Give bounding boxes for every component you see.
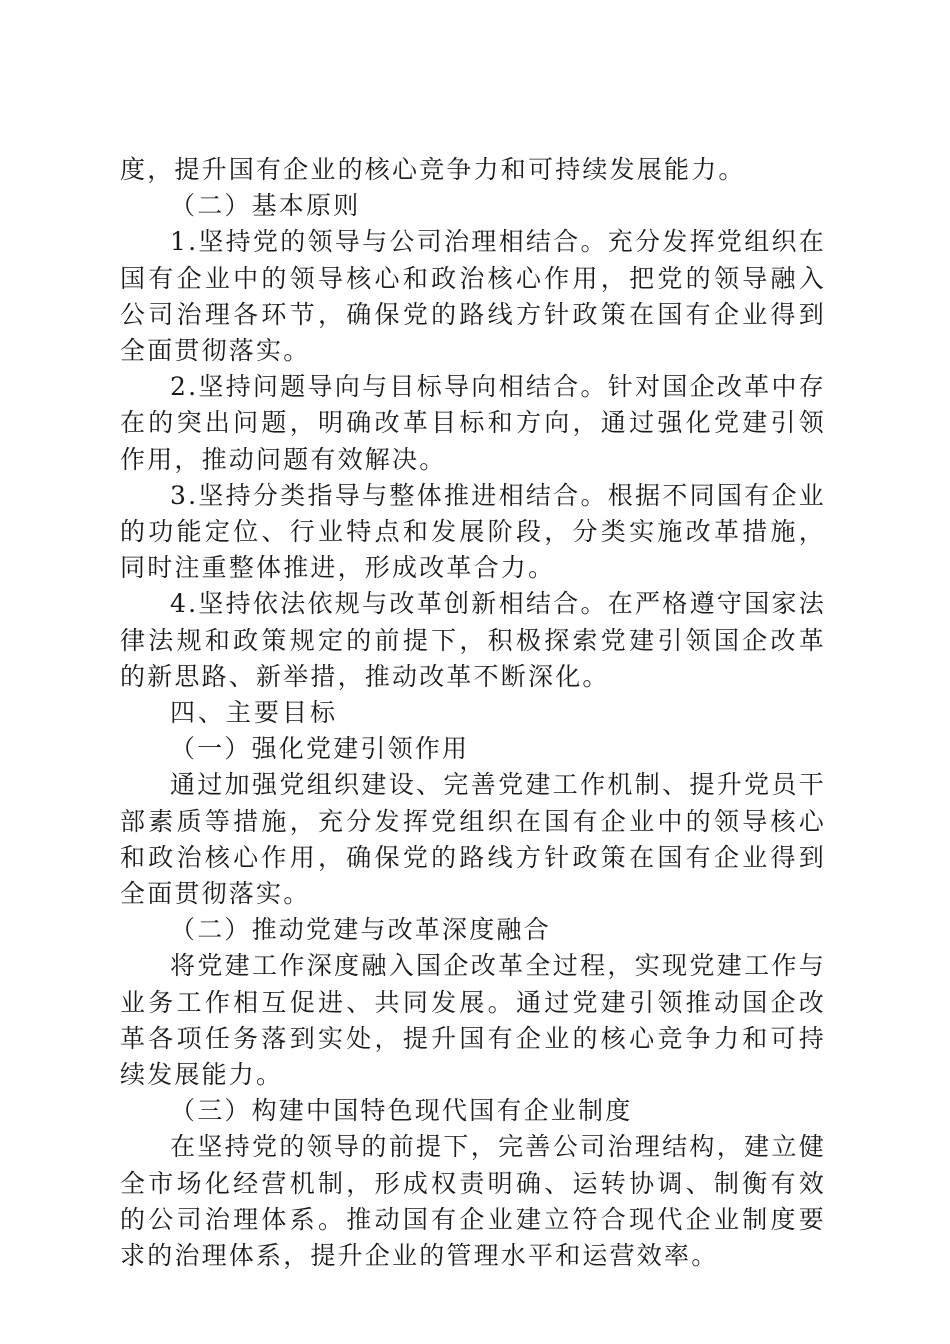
principle-paragraph-1: 1.坚持党的领导与公司治理相结合。充分发挥党组织在国有企业中的领导核心和政治核心作用，把党的领导融入公司治理各环节，确保党的路线方针政策在国有企业得到全面贯彻落实。 — [120, 227, 826, 366]
section-subheading-basic-principles: （二）基本原则 — [170, 191, 361, 221]
goal-subheading-3: （三）构建中国特色现代国有企业制度 — [170, 1096, 633, 1126]
goal-paragraph-2: 将党建工作深度融入国企改革全过程，实现党建工作与业务工作相互促进、共同发展。通过党建引领推动国企改革各项任务落到实处，提升国有企业的核心竞争力和可持续发展能力。 — [120, 951, 826, 1090]
document-page — [120, 152, 826, 1274]
section-heading-main-goals: 四、主要目标 — [170, 698, 339, 728]
principle-paragraph-4: 4.坚持依法依规与改革创新相结合。在严格遵守国家法律法规和政策规定的前提下，积极探索党建引领国企改革的新思路、新举措，推动改革不断深化。 — [120, 589, 826, 691]
goal-subheading-1: （一）强化党建引领作用 — [170, 734, 470, 764]
principle-paragraph-2: 2.坚持问题导向与目标导向相结合。针对国企改革中存在的突出问题，明确改革目标和方向，通过强化党建引领作用，推动问题有效解决。 — [120, 372, 826, 474]
principle-paragraph-3: 3.坚持分类指导与整体推进相结合。根据不同国有企业的功能定位、行业特点和发展阶段，分类实施改革措施，同时注重整体推进，形成改革合力。 — [120, 480, 826, 583]
continuation-paragraph: 度，提升国有企业的核心竞争力和可持续发展能力。 — [120, 155, 746, 184]
goal-paragraph-3: 在坚持党的领导的前提下，完善公司治理结构，建立健全市场化经营机制，形成权责明确、运转协调、制衡有效的公司治理体系。推动国有企业建立符合现代企业制度要求的治理体系，提升企业的管理水平和运营效率。 — [120, 1132, 826, 1271]
goal-paragraph-1: 通过加强党组织建设、完善党建工作机制、提升党员干部素质等措施，充分发挥党组织在国有企业中的领导核心和政治核心作用，确保党的路线方针政策在国有企业得到全面贯彻落实。 — [120, 770, 826, 909]
goal-subheading-2: （二）推动党建与改革深度融合 — [170, 915, 551, 945]
